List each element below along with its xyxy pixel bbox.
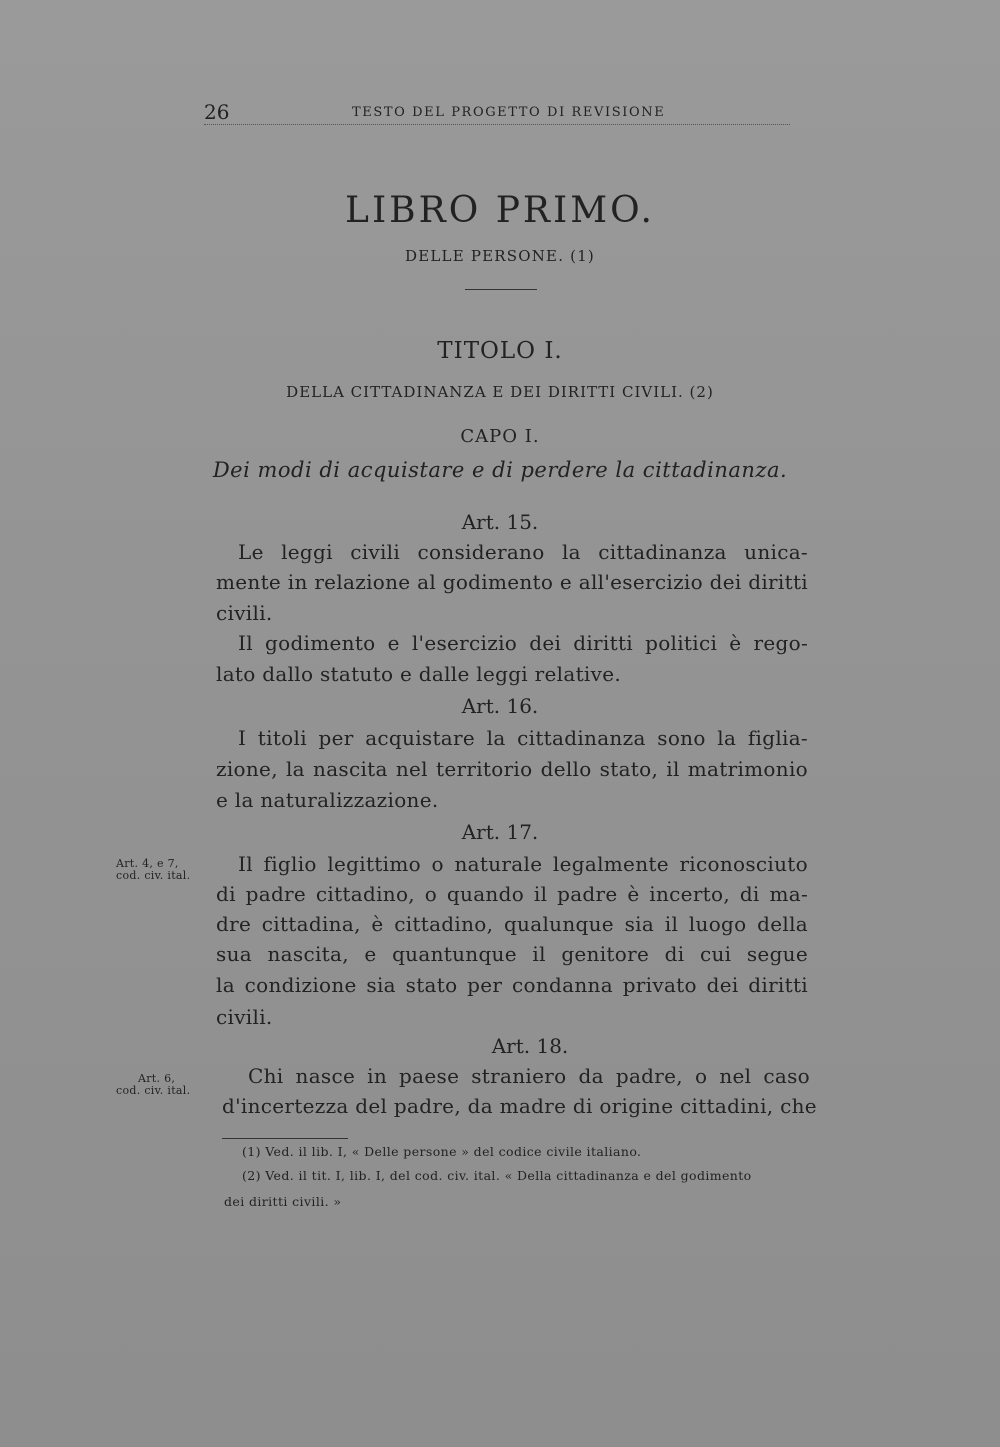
capo-subtitle: Dei modi di acquistare e di perdere la cittadinanza. (212, 458, 788, 482)
footnote-rule (222, 1138, 348, 1139)
article-line: Le leggi civili considerano la cittadinanza unica- (238, 540, 808, 564)
article-line: dre cittadina, è cittadino, qualunque sia il luogo della (216, 912, 808, 936)
article-line: civili. (216, 1005, 273, 1029)
section-rule (465, 289, 537, 290)
titolo-heading: TITOLO I. (437, 338, 563, 364)
article-heading: Art. 15. (461, 510, 539, 534)
footnote: (1) Ved. il lib. I, « Delle persone » del codice civile italiano. (242, 1144, 642, 1159)
article-line: sua nascita, e quantunque il genitore di cui segue (216, 942, 808, 966)
book-title: LIBRO PRIMO. (345, 190, 655, 231)
footnote: (2) Ved. il tit. I, lib. I, del cod. civ. ital. « Della cittadinanza e del godimento (242, 1168, 752, 1183)
article-line: zione, la nascita nel territorio dello stato, il matrimonio (216, 757, 808, 781)
footnote: dei diritti civili. » (224, 1194, 342, 1209)
margin-note-line: cod. civ. ital. (116, 869, 191, 882)
article-line: di padre cittadino, o quando il padre è incerto, di ma- (216, 882, 808, 906)
article-line: Il figlio legittimo o naturale legalmente riconosciuto (238, 852, 808, 876)
article-line: lato dallo statuto e dalle leggi relative. (216, 662, 621, 686)
article-line: civili. (216, 601, 273, 625)
margin-note-line: Art. 4, e 7, (116, 857, 179, 870)
article-heading: Art. 16. (461, 694, 539, 718)
article-line: d'incertezza del padre, da madre di origine cittadini, che (222, 1094, 817, 1118)
article-line: mente in relazione al godimento e all'esercizio dei diritti (216, 570, 808, 594)
titolo-subtitle: DELLA CITTADINANZA E DEI DIRITTI CIVILI. (2) (286, 383, 714, 401)
article-heading: Art. 18. (491, 1034, 569, 1058)
margin-note (116, 858, 190, 882)
margin-note-line: cod. civ. ital. (116, 1084, 191, 1097)
running-title: TESTO DEL PROGETTO DI REVISIONE (352, 105, 666, 120)
capo-heading: CAPO I. (460, 426, 540, 447)
article-line: Chi nasce in paese straniero da padre, o nel caso (248, 1064, 810, 1088)
margin-note-line: Art. 6, (138, 1072, 176, 1085)
article-line: Il godimento e l'esercizio dei diritti politici è rego- (238, 631, 808, 655)
article-heading: Art. 17. (461, 820, 539, 844)
article-line: e la naturalizzazione. (216, 788, 439, 812)
article-line: I titoli per acquistare la cittadinanza sono la figlia- (238, 726, 808, 750)
article-line: la condizione sia stato per condanna privato dei diritti (216, 973, 808, 997)
page-number: 26 (204, 100, 230, 124)
header-rule (204, 124, 790, 125)
book-subtitle: DELLE PERSONE. (1) (405, 247, 595, 265)
margin-note (116, 1073, 190, 1097)
